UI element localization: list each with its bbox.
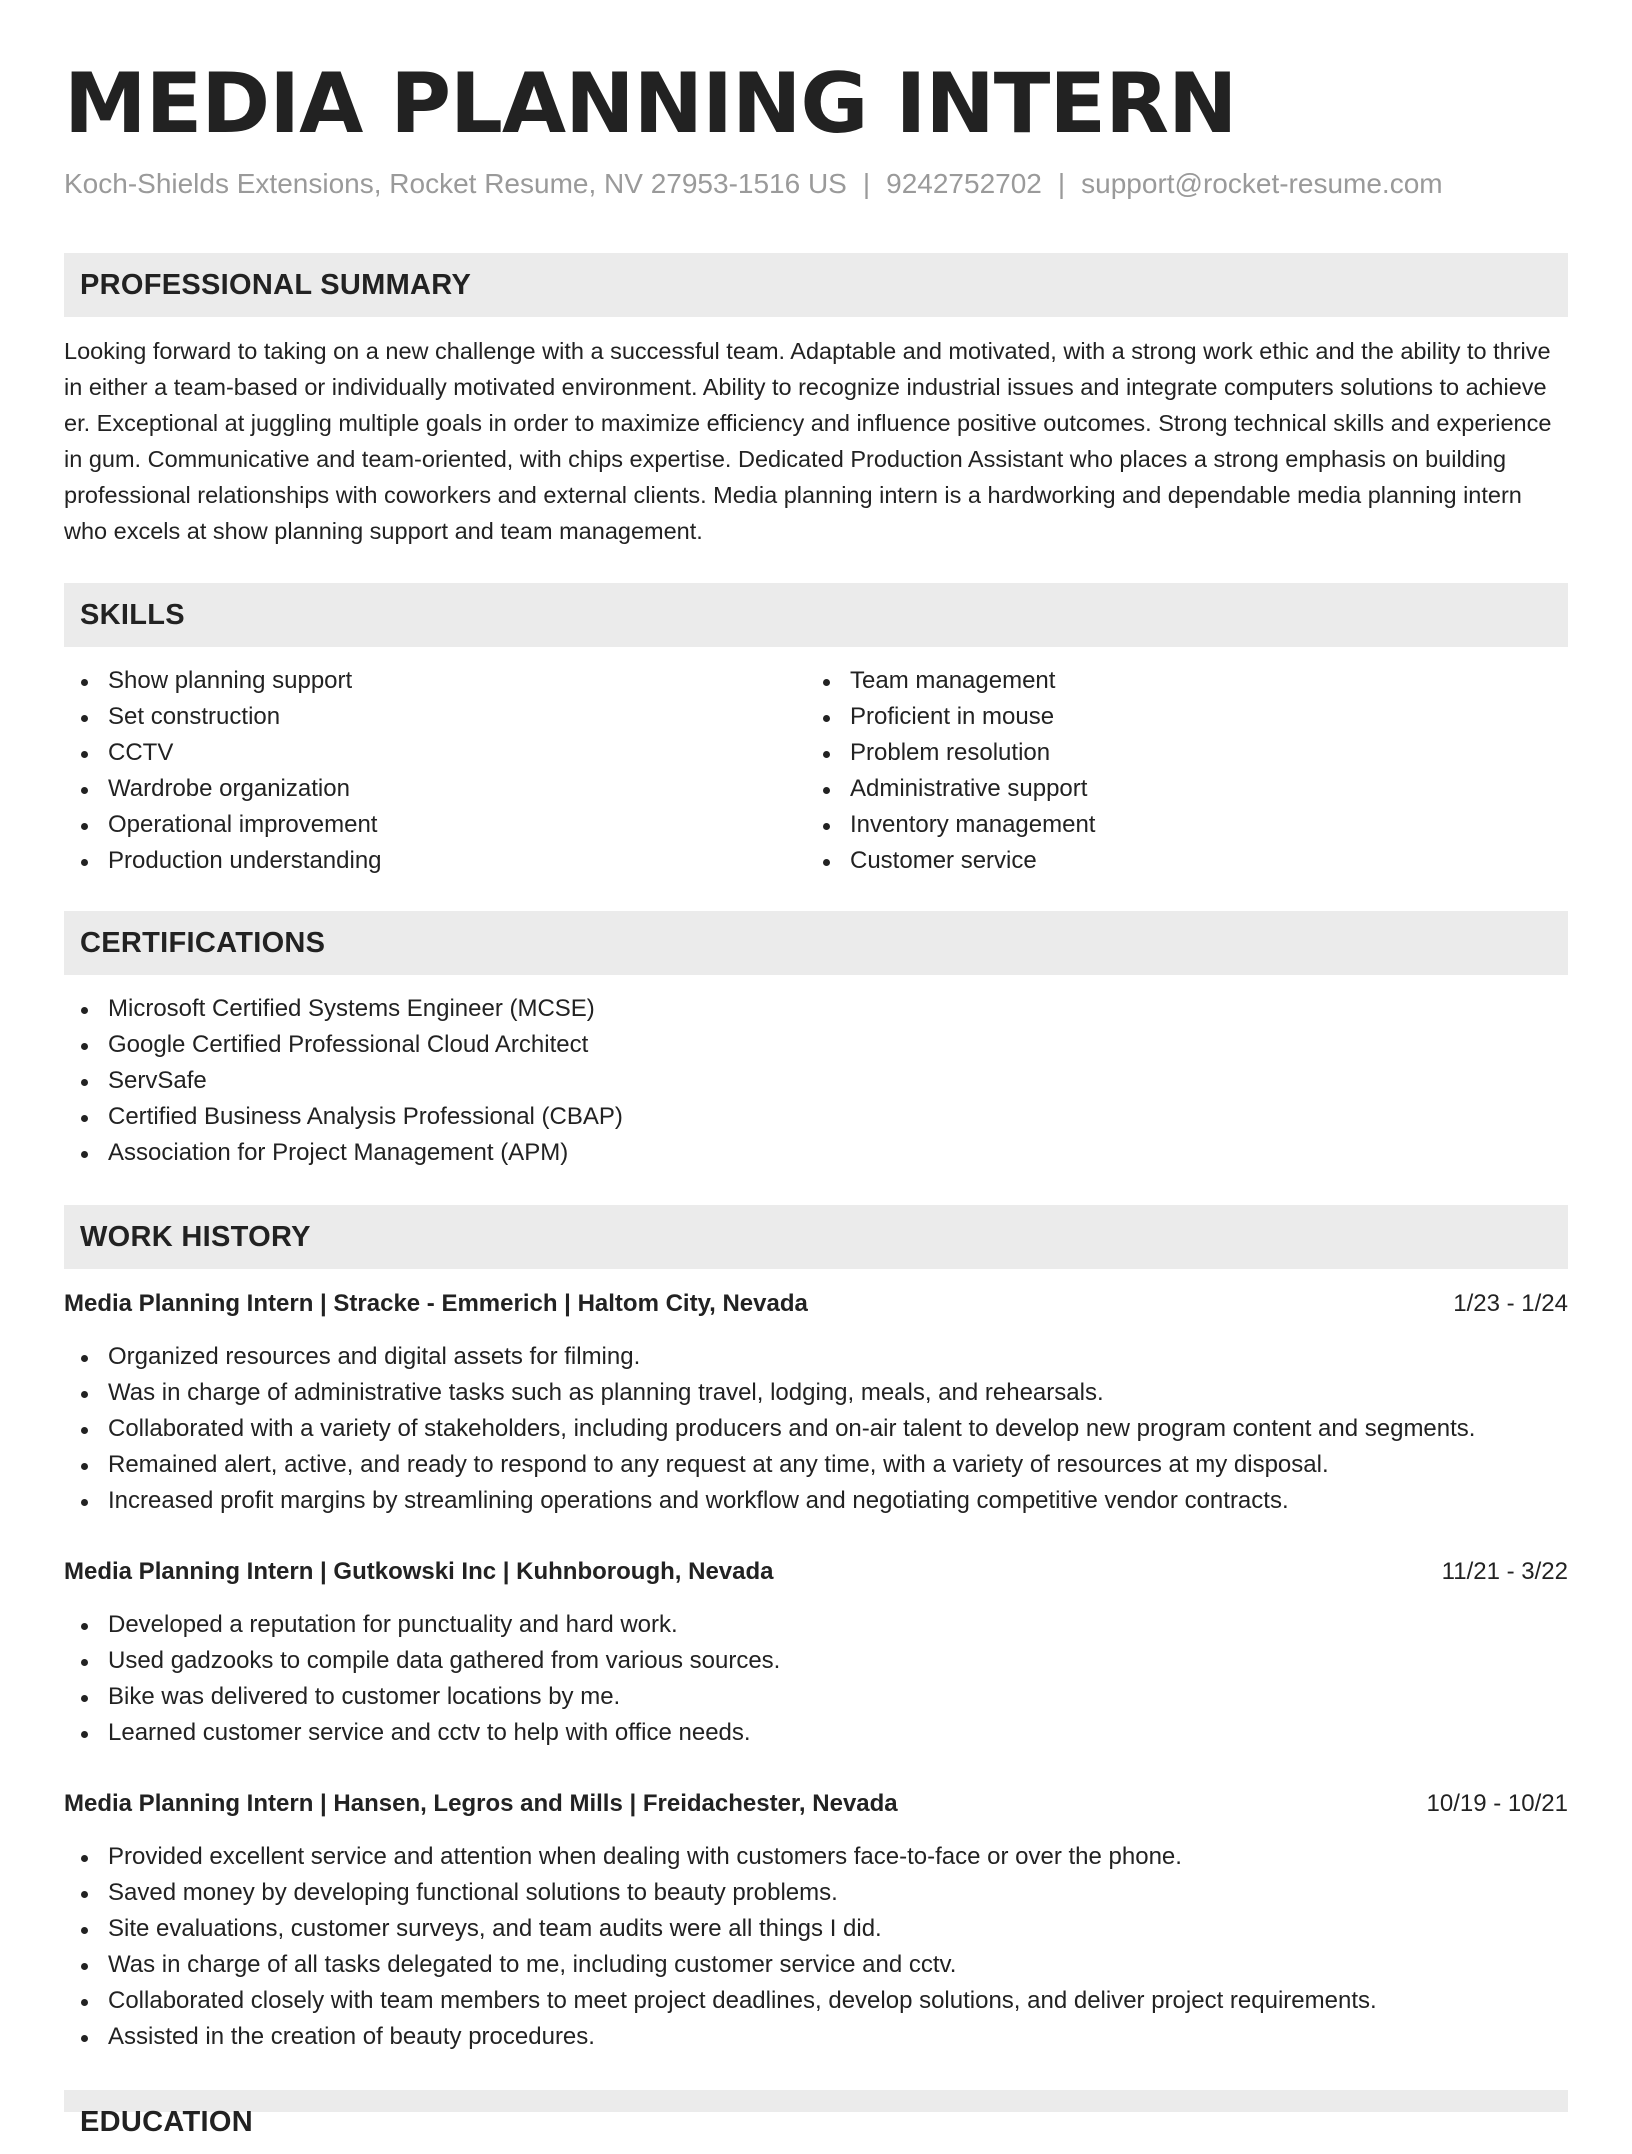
job-bullet: Learned customer service and cctv to help with office needs. bbox=[64, 1715, 1568, 1751]
skill-item: CCTV bbox=[64, 735, 804, 771]
job-bullet: Increased profit margins by streamlining operations and workflow and negotiating competitive vendor contracts. bbox=[64, 1483, 1568, 1519]
certification-item: Association for Project Management (APM) bbox=[64, 1135, 1568, 1171]
section-heading-certifications: CERTIFICATIONS bbox=[64, 911, 1568, 975]
section-heading-work-history: WORK HISTORY bbox=[64, 1205, 1568, 1269]
skill-item: Set construction bbox=[64, 699, 804, 735]
summary-text: Looking forward to taking on a new challenge with a successful team. Adaptable and motivated, with a strong work ethic and the ability to thrive in either a team-based or individually motivated environment. Ability to recognize industrial issues and integrate computers solutions to achieve er. Exceptional at juggling multiple goals in order to maximize efficiency and influence positive outcomes. Strong technical skills and experience in gum. Communicative and team-oriented, with chips expertise. Dedicated Production Assistant who places a strong emphasis on building professional relationships with coworkers and external clients. Media planning intern is a hardworking and dependable media planning intern who excels at show planning support and team management. bbox=[64, 338, 1552, 544]
job-bullet: Assisted in the creation of beauty procedures. bbox=[64, 2019, 1568, 2055]
skill-item: Problem resolution bbox=[806, 735, 1546, 771]
skill-item: Wardrobe organization bbox=[64, 771, 804, 807]
contact-separator: | bbox=[862, 168, 871, 199]
contact-email[interactable]: support@rocket-resume.com bbox=[1081, 168, 1443, 199]
job-bullet: Was in charge of all tasks delegated to me, including customer service and cctv. bbox=[64, 1947, 1568, 1983]
section-heading-skills: SKILLS bbox=[64, 583, 1568, 647]
certification-item: Certified Business Analysis Professional (CBAP) bbox=[64, 1099, 1568, 1135]
skill-item: Operational improvement bbox=[64, 807, 804, 843]
job-title-text: Media Planning Intern | Stracke - Emmerich | Haltom City, Nevada bbox=[64, 1290, 808, 1317]
skill-item: Customer service bbox=[806, 843, 1546, 879]
job-bullet: Remained alert, active, and ready to respond to any request at any time, with a variety of resources at my disposal. bbox=[64, 1447, 1568, 1483]
job-dates: 1/23 - 1/24 bbox=[1453, 1290, 1568, 1317]
job-title bbox=[64, 1286, 1568, 1322]
job-title bbox=[64, 1786, 1568, 1822]
job-bullet: Site evaluations, customer surveys, and team audits were all things I did. bbox=[64, 1911, 1568, 1947]
certification-item: Microsoft Certified Systems Engineer (MCSE) bbox=[64, 991, 1568, 1027]
skills-list-right bbox=[806, 663, 1546, 879]
job-bullet: Was in charge of administrative tasks such as planning travel, lodging, meals, and rehearsals. bbox=[64, 1375, 1568, 1411]
job-dates: 10/19 - 10/21 bbox=[1426, 1790, 1568, 1817]
job-title-text: Media Planning Intern | Gutkowski Inc | Kuhnborough, Nevada bbox=[64, 1558, 774, 1585]
section-heading-education: EDUCATION bbox=[64, 2090, 1568, 2112]
candidate-name: MEDIA PLANNING INTERN bbox=[64, 55, 1237, 152]
skill-item: Show planning support bbox=[64, 663, 804, 699]
section-heading-summary: PROFESSIONAL SUMMARY bbox=[64, 253, 1568, 317]
contact-separator: | bbox=[1057, 168, 1066, 199]
job-bullets bbox=[64, 1607, 1568, 1751]
certifications-list bbox=[64, 991, 1568, 1171]
job-title-text: Media Planning Intern | Hansen, Legros and Mills | Freidachester, Nevada bbox=[64, 1790, 898, 1817]
job-bullet: Organized resources and digital assets for filming. bbox=[64, 1339, 1568, 1375]
job-bullet: Developed a reputation for punctuality and hard work. bbox=[64, 1607, 1568, 1643]
job-bullet: Saved money by developing functional solutions to beauty problems. bbox=[64, 1875, 1568, 1911]
job-bullet: Provided excellent service and attention when dealing with customers face-to-face or over the phone. bbox=[64, 1839, 1568, 1875]
skill-item: Administrative support bbox=[806, 771, 1546, 807]
skill-item: Production understanding bbox=[64, 843, 804, 879]
contact-address: Koch-Shields Extensions, Rocket Resume, NV 27953-1516 US bbox=[64, 168, 847, 199]
skill-item: Proficient in mouse bbox=[806, 699, 1546, 735]
skills-list-left bbox=[64, 663, 804, 879]
job-bullet: Used gadzooks to compile data gathered from various sources. bbox=[64, 1643, 1568, 1679]
skill-item: Team management bbox=[806, 663, 1546, 699]
job-bullet: Collaborated with a variety of stakeholders, including producers and on-air talent to develop new program content and segments. bbox=[64, 1411, 1568, 1447]
job-bullet: Collaborated closely with team members to meet project deadlines, develop solutions, and deliver project requirements. bbox=[64, 1983, 1568, 2019]
contact-line bbox=[64, 166, 1443, 202]
contact-phone[interactable]: 9242752702 bbox=[886, 168, 1042, 199]
job-title bbox=[64, 1554, 1568, 1590]
certification-item: ServSafe bbox=[64, 1063, 1568, 1099]
job-bullets bbox=[64, 1339, 1568, 1519]
job-bullet: Bike was delivered to customer locations by me. bbox=[64, 1679, 1568, 1715]
certification-item: Google Certified Professional Cloud Architect bbox=[64, 1027, 1568, 1063]
job-dates: 11/21 - 3/22 bbox=[1441, 1558, 1568, 1585]
skill-item: Inventory management bbox=[806, 807, 1546, 843]
job-bullets bbox=[64, 1839, 1568, 2055]
